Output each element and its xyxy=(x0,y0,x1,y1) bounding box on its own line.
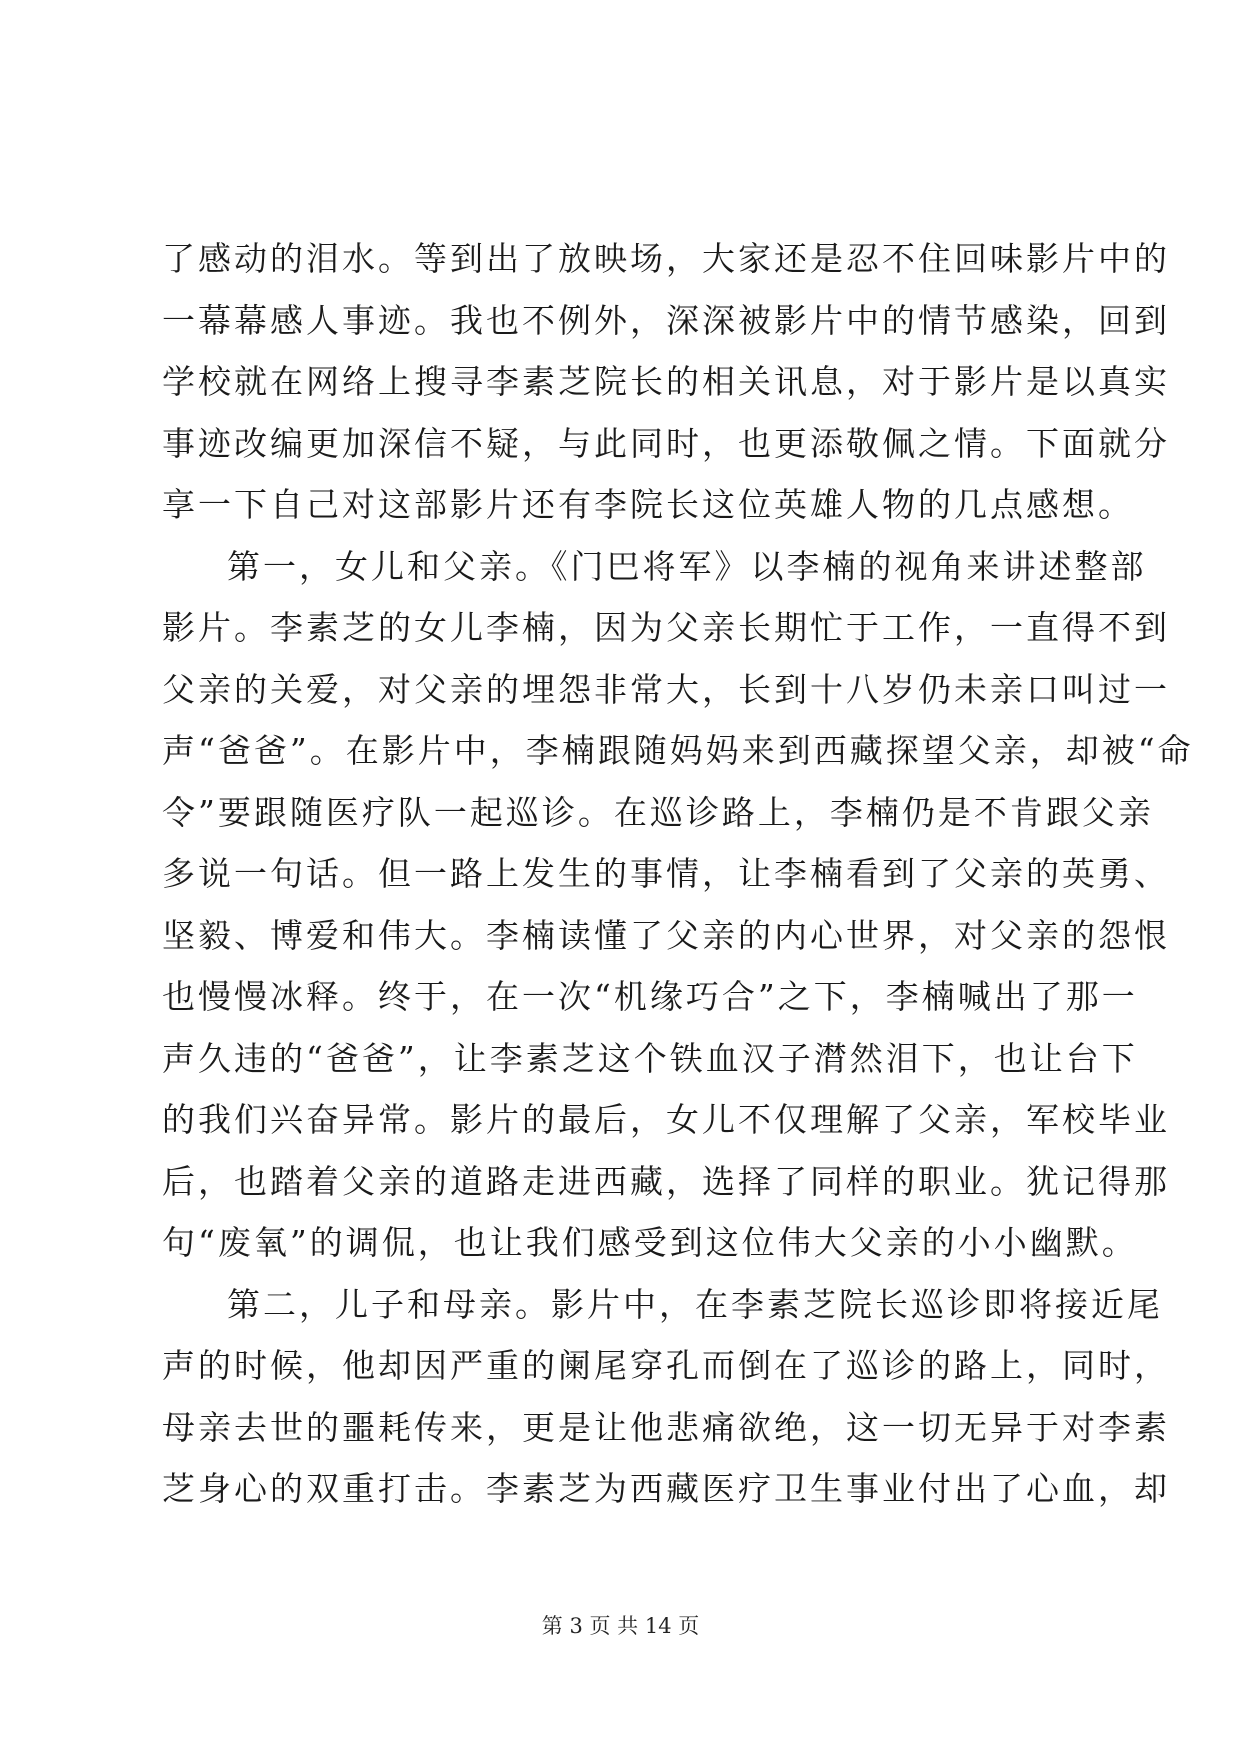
text-line: 坚毅、博爱和伟大。李楠读懂了父亲的内心世界，对父亲的怨恨 xyxy=(162,915,1170,955)
text-line: 声“爸爸”。在影片中，李楠跟随妈妈来到西藏探望父亲，却被“命 xyxy=(162,731,1194,770)
text-line: 声久违的“爸爸”，让李素芝这个铁血汉子潸然泪下，也让台下 xyxy=(162,1038,1138,1078)
text-line: 声的时候，他却因严重的阑尾穿孔而倒在了巡诊的路上，同时， xyxy=(162,1346,1170,1385)
text-line: 句“废氧”的调侃，也让我们感受到这位伟大父亲的小小幽默。 xyxy=(162,1223,1138,1262)
paragraph-first-line: 第一，女儿和父亲。《门巴将军》以李楠的视角来讲述整部 xyxy=(227,546,1147,586)
paragraph-first-line: 第二，儿子和母亲。影片中，在李素芝院长巡诊即将接近尾 xyxy=(227,1284,1163,1324)
text-line: 母亲去世的噩耗传来，更是让他悲痛欲绝，这一切无异于对李素 xyxy=(162,1407,1170,1447)
text-line: 父亲的关爱，对父亲的埋怨非常大，长到十八岁仍未亲口叫过一 xyxy=(162,669,1170,709)
text-line: 享一下自己对这部影片还有李院长这位英雄人物的几点感想。 xyxy=(162,485,1134,524)
text-line: 也慢慢冰释。终于，在一次“机缘巧合”之下，李楠喊出了那一 xyxy=(162,977,1138,1016)
document-body xyxy=(162,228,1194,1520)
text-line: 一幕幕感人事迹。我也不例外，深深被影片中的情节感染，回到 xyxy=(162,300,1170,340)
text-line: 了感动的泪水。等到出了放映场，大家还是忍不住回味影片中的 xyxy=(162,239,1170,278)
text-line: 学校就在网络上搜寻李素芝院长的相关讯息，对于影片是以真实 xyxy=(162,362,1170,401)
text-line: 后，也踏着父亲的道路走进西藏，选择了同样的职业。犹记得那 xyxy=(162,1161,1170,1201)
text-line: 的我们兴奋异常。影片的最后，女儿不仅理解了父亲，军校毕业 xyxy=(162,1100,1170,1139)
text-line: 多说一句话。但一路上发生的事情，让李楠看到了父亲的英勇、 xyxy=(162,854,1170,893)
page-number-footer: 第 3 页 共 14 页 xyxy=(541,1614,700,1638)
text-line: 芝身心的双重打击。李素芝为西藏医疗卫生事业付出了心血，却 xyxy=(162,1469,1170,1508)
text-line: 令”要跟随医疗队一起巡诊。在巡诊路上，李楠仍是不肯跟父亲 xyxy=(162,792,1154,832)
text-line: 影片。李素芝的女儿李楠，因为父亲长期忙于工作，一直得不到 xyxy=(162,608,1170,647)
text-line: 事迹改编更加深信不疑，与此同时，也更添敬佩之情。下面就分 xyxy=(162,423,1170,463)
